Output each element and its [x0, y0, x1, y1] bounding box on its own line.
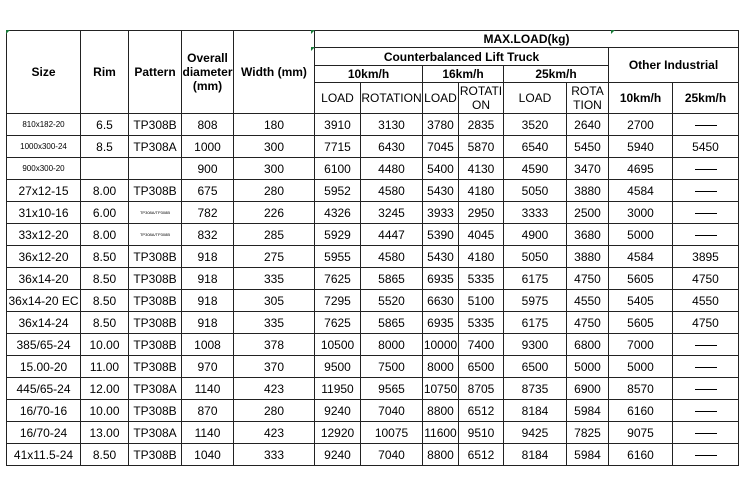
cell-r16: 4130: [459, 158, 504, 180]
col-header-load-25: LOAD: [504, 83, 567, 114]
cell-od: 808: [182, 114, 234, 136]
cell-o25: 5450: [673, 136, 739, 158]
table-row: [7, 268, 739, 290]
cell-width: 333: [234, 444, 315, 466]
cell-r25: 3880: [567, 180, 609, 202]
cell-size: 385/65-24: [7, 334, 81, 356]
cell-l16: 8000: [423, 356, 459, 378]
cell-width: 275: [234, 246, 315, 268]
dash-mark: [695, 433, 717, 434]
table-row: [7, 224, 739, 246]
col-header-other-industrial: Other Industrial: [609, 48, 739, 83]
cell-l25: 5975: [504, 290, 567, 312]
cell-pattern: TP308B: [129, 246, 182, 268]
cell-pattern: TP308B: [129, 356, 182, 378]
cell-l16: 6935: [423, 312, 459, 334]
cell-l10: 4326: [315, 202, 361, 224]
cell-r25: 5000: [567, 356, 609, 378]
cell-rim: 8.50: [81, 444, 129, 466]
cell-r16: 6512: [459, 444, 504, 466]
cell-o10: 7000: [609, 334, 673, 356]
cell-l25: 6175: [504, 312, 567, 334]
cell-l25: 8184: [504, 444, 567, 466]
cell-size: 445/65-24: [7, 378, 81, 400]
cell-r10: 7500: [361, 356, 423, 378]
cell-rim: 8.50: [81, 290, 129, 312]
cell-corner-mark: [311, 47, 315, 51]
cell-r25: 2640: [567, 114, 609, 136]
table-row: [7, 312, 739, 334]
table-row: [7, 290, 739, 312]
cell-r16: 8705: [459, 378, 504, 400]
cell-o10: 4584: [609, 180, 673, 202]
cell-o10: 8570: [609, 378, 673, 400]
cell-width: 305: [234, 290, 315, 312]
cell-r10: 4480: [361, 158, 423, 180]
table-body: [7, 114, 739, 466]
col-header-rotation-25: ROTA TION: [567, 83, 609, 114]
cell-width: 180: [234, 114, 315, 136]
cell-l25: 4590: [504, 158, 567, 180]
cell-od: 918: [182, 268, 234, 290]
cell-r25: 7825: [567, 422, 609, 444]
col-header-other-25: 25km/h: [673, 83, 739, 114]
cell-r16: 5100: [459, 290, 504, 312]
cell-l16: 5430: [423, 180, 459, 202]
cell-o25: 3895: [673, 246, 739, 268]
cell-pattern: TP308A: [129, 422, 182, 444]
cell-o10: 5000: [609, 224, 673, 246]
cell-l16: 5400: [423, 158, 459, 180]
cell-r16: 6500: [459, 356, 504, 378]
cell-size: 16/70-16: [7, 400, 81, 422]
cell-r16: 5335: [459, 312, 504, 334]
cell-corner-mark: [6, 30, 10, 34]
cell-o25: 4550: [673, 290, 739, 312]
cell-size: 36x12-20: [7, 246, 81, 268]
table-row: [7, 246, 739, 268]
table-row: [7, 378, 739, 400]
cell-l25: 3333: [504, 202, 567, 224]
cell-r25: 4750: [567, 268, 609, 290]
cell-pattern: TP308B: [129, 334, 182, 356]
cell-l10: 12920: [315, 422, 361, 444]
dash-mark: [695, 191, 717, 192]
dash-mark: [695, 411, 717, 412]
cell-od: 675: [182, 180, 234, 202]
cell-od: 782: [182, 202, 234, 224]
table-row: [7, 136, 739, 158]
cell-size: 36x14-20: [7, 268, 81, 290]
cell-l25: 8735: [504, 378, 567, 400]
cell-r25: 3880: [567, 246, 609, 268]
col-header-rotation-16: ROTATI ON: [459, 84, 503, 112]
dash-mark: [695, 213, 717, 214]
cell-o10: 6160: [609, 400, 673, 422]
cell-size: 27x12-15: [7, 180, 81, 202]
cell-o25: [673, 114, 739, 136]
cell-rim: 8.5: [81, 136, 129, 158]
cell-l16: 6935: [423, 268, 459, 290]
cell-l10: 7625: [315, 312, 361, 334]
cell-o10: 4695: [609, 158, 673, 180]
dash-mark: [695, 125, 717, 126]
cell-rim: [81, 158, 129, 180]
cell-l10: 11950: [315, 378, 361, 400]
cell-l25: 6540: [504, 136, 567, 158]
table-row: [7, 444, 739, 466]
cell-r10: 4580: [361, 180, 423, 202]
cell-size: 36x14-20 EC: [7, 290, 81, 312]
col-header-overall-diameter: Overall diameter (mm): [182, 31, 234, 114]
cell-width: 423: [234, 378, 315, 400]
dash-mark: [695, 235, 717, 236]
cell-pattern: TP308B: [129, 180, 182, 202]
cell-o25: [673, 400, 739, 422]
cell-pattern: TP308A: [129, 378, 182, 400]
cell-rim: 6.5: [81, 114, 129, 136]
cell-r25: 3470: [567, 158, 609, 180]
cell-pattern: TP308A/TP308B: [129, 224, 182, 246]
cell-r16: 9510: [459, 422, 504, 444]
cell-l10: 3910: [315, 114, 361, 136]
cell-size: 810x182-20: [7, 114, 81, 136]
cell-r10: 10075: [361, 422, 423, 444]
cell-r10: 7040: [361, 444, 423, 466]
table-row: [7, 180, 739, 202]
table-row: [7, 158, 739, 180]
col-header-size: Size: [7, 31, 81, 114]
cell-rim: 8.50: [81, 268, 129, 290]
table-row: [7, 334, 739, 356]
cell-l25: 3520: [504, 114, 567, 136]
cell-l10: 7625: [315, 268, 361, 290]
cell-l16: 8800: [423, 400, 459, 422]
cell-l10: 5929: [315, 224, 361, 246]
cell-l16: 6630: [423, 290, 459, 312]
cell-l16: 3933: [423, 202, 459, 224]
cell-l25: 9300: [504, 334, 567, 356]
cell-size: 36x14-24: [7, 312, 81, 334]
cell-r10: 7040: [361, 400, 423, 422]
cell-size: 41x11.5-24: [7, 444, 81, 466]
cell-o10: 4584: [609, 246, 673, 268]
col-header-rotation-10: ROTATION: [361, 83, 423, 114]
cell-r25: 6800: [567, 334, 609, 356]
cell-rim: 8.50: [81, 246, 129, 268]
cell-r10: 3245: [361, 202, 423, 224]
cell-l16: 8800: [423, 444, 459, 466]
cell-r16: 5870: [459, 136, 504, 158]
cell-width: 335: [234, 268, 315, 290]
cell-size: 31x10-16: [7, 202, 81, 224]
cell-o25: [673, 334, 739, 356]
cell-r25: 5450: [567, 136, 609, 158]
cell-width: 300: [234, 136, 315, 158]
cell-r10: 4580: [361, 246, 423, 268]
cell-pattern: TP308A: [129, 136, 182, 158]
cell-l25: 6500: [504, 356, 567, 378]
cell-r25: 2500: [567, 202, 609, 224]
cell-rim: 11.00: [81, 356, 129, 378]
cell-rim: 8.00: [81, 224, 129, 246]
col-header-speed-16: 16km/h: [423, 66, 504, 83]
cell-o25: 4750: [673, 312, 739, 334]
cell-od: 832: [182, 224, 234, 246]
cell-pattern: TP308B: [129, 400, 182, 422]
cell-od: 918: [182, 312, 234, 334]
col-header-load-16: LOAD: [423, 83, 459, 114]
table-row: [7, 400, 739, 422]
cell-size: 15.00-20: [7, 356, 81, 378]
cell-od: 1140: [182, 422, 234, 444]
cell-r16: 4045: [459, 224, 504, 246]
cell-rim: 10.00: [81, 334, 129, 356]
spec-table-container: [6, 30, 739, 466]
cell-o10: 5605: [609, 268, 673, 290]
cell-width: 300: [234, 158, 315, 180]
cell-o25: [673, 356, 739, 378]
cell-o25: [673, 378, 739, 400]
cell-od: 900: [182, 158, 234, 180]
col-header-speed-25: 25km/h: [504, 66, 609, 83]
cell-o10: 5940: [609, 136, 673, 158]
cell-od: 918: [182, 246, 234, 268]
col-header-width: Width (mm): [234, 31, 315, 114]
cell-l10: 7715: [315, 136, 361, 158]
table-row: [7, 202, 739, 224]
dash-mark: [695, 169, 717, 170]
cell-width: 280: [234, 180, 315, 202]
col-header-counterbalanced: Counterbalanced Lift Truck: [315, 48, 609, 66]
cell-o25: [673, 444, 739, 466]
cell-l16: 5430: [423, 246, 459, 268]
cell-r16: 4180: [459, 246, 504, 268]
cell-l10: 9500: [315, 356, 361, 378]
cell-pattern: TP308B: [129, 114, 182, 136]
cell-l10: 10500: [315, 334, 361, 356]
cell-od: 1008: [182, 334, 234, 356]
cell-od: 970: [182, 356, 234, 378]
cell-rim: 10.00: [81, 400, 129, 422]
cell-l10: 7295: [315, 290, 361, 312]
cell-rim: 13.00: [81, 422, 129, 444]
cell-l25: 5050: [504, 246, 567, 268]
cell-pattern: TP308B: [129, 268, 182, 290]
dash-mark: [695, 455, 717, 456]
cell-pattern: TP308B: [129, 444, 182, 466]
cell-l16: 7045: [423, 136, 459, 158]
cell-l16: 5390: [423, 224, 459, 246]
cell-od: 918: [182, 290, 234, 312]
col-header-load-10: LOAD: [315, 83, 361, 114]
dash-mark: [695, 367, 717, 368]
cell-r25: 5984: [567, 444, 609, 466]
col-header-other-10: 10km/h: [609, 83, 673, 114]
table-row: [7, 356, 739, 378]
col-header-rim: Rim: [81, 31, 129, 114]
cell-width: 335: [234, 312, 315, 334]
cell-l25: 4900: [504, 224, 567, 246]
cell-l16: 3780: [423, 114, 459, 136]
col-header-speed-10: 10km/h: [315, 66, 423, 83]
cell-pattern: TP308A/TP308B: [129, 202, 182, 224]
cell-o10: 6160: [609, 444, 673, 466]
cell-r16: 2835: [459, 114, 504, 136]
cell-l16: 11600: [423, 422, 459, 444]
cell-o10: 9075: [609, 422, 673, 444]
cell-size: 16/70-24: [7, 422, 81, 444]
cell-l10: 5952: [315, 180, 361, 202]
cell-size: 1000x300-24: [7, 136, 81, 158]
cell-width: 285: [234, 224, 315, 246]
dash-mark: [695, 389, 717, 390]
cell-pattern: TP308B: [129, 290, 182, 312]
cell-o25: [673, 224, 739, 246]
table-row: [7, 422, 739, 444]
cell-r10: 9565: [361, 378, 423, 400]
tire-load-table: [6, 30, 739, 466]
cell-rim: 8.00: [81, 180, 129, 202]
cell-size: 900x300-20: [7, 158, 81, 180]
cell-r10: 3130: [361, 114, 423, 136]
cell-rim: 8.50: [81, 312, 129, 334]
cell-l25: 9425: [504, 422, 567, 444]
col-header-max-load: MAX.LOAD(kg): [315, 31, 739, 48]
cell-r16: 4180: [459, 180, 504, 202]
cell-l10: 5955: [315, 246, 361, 268]
cell-width: 423: [234, 422, 315, 444]
cell-width: 370: [234, 356, 315, 378]
cell-o25: [673, 202, 739, 224]
cell-r10: 5865: [361, 312, 423, 334]
cell-o25: 4750: [673, 268, 739, 290]
cell-rim: 12.00: [81, 378, 129, 400]
table-row: [7, 114, 739, 136]
cell-r10: 4447: [361, 224, 423, 246]
col-header-pattern: Pattern: [129, 31, 182, 114]
cell-o10: 5605: [609, 312, 673, 334]
cell-r25: 5984: [567, 400, 609, 422]
cell-od: 870: [182, 400, 234, 422]
cell-rim: 6.00: [81, 202, 129, 224]
cell-size: 33x12-20: [7, 224, 81, 246]
dash-mark: [695, 345, 717, 346]
cell-r16: 7400: [459, 334, 504, 356]
cell-l16: 10750: [423, 378, 459, 400]
cell-r10: 8000: [361, 334, 423, 356]
cell-width: 280: [234, 400, 315, 422]
cell-r10: 5520: [361, 290, 423, 312]
cell-pattern: [129, 158, 182, 180]
cell-l10: 6100: [315, 158, 361, 180]
cell-r10: 6430: [361, 136, 423, 158]
cell-r25: 6900: [567, 378, 609, 400]
cell-o25: [673, 158, 739, 180]
cell-corner-mark: [611, 30, 615, 34]
cell-r16: 6512: [459, 400, 504, 422]
cell-o25: [673, 180, 739, 202]
cell-r10: 5865: [361, 268, 423, 290]
cell-r16: 2950: [459, 202, 504, 224]
cell-od: 1040: [182, 444, 234, 466]
cell-od: 1000: [182, 136, 234, 158]
cell-r25: 4750: [567, 312, 609, 334]
cell-od: 1140: [182, 378, 234, 400]
cell-o10: 5405: [609, 290, 673, 312]
cell-o25: [673, 422, 739, 444]
cell-o10: 5000: [609, 356, 673, 378]
cell-l25: 8184: [504, 400, 567, 422]
cell-l16: 10000: [423, 334, 459, 356]
cell-l25: 5050: [504, 180, 567, 202]
cell-pattern: TP308B: [129, 312, 182, 334]
cell-o10: 3000: [609, 202, 673, 224]
cell-width: 226: [234, 202, 315, 224]
cell-l10: 9240: [315, 400, 361, 422]
cell-l10: 9240: [315, 444, 361, 466]
cell-r25: 3680: [567, 224, 609, 246]
cell-o10: 2700: [609, 114, 673, 136]
cell-l25: 6175: [504, 268, 567, 290]
cell-width: 378: [234, 334, 315, 356]
cell-r25: 4550: [567, 290, 609, 312]
cell-corner-mark: [311, 30, 315, 34]
cell-r16: 5335: [459, 268, 504, 290]
